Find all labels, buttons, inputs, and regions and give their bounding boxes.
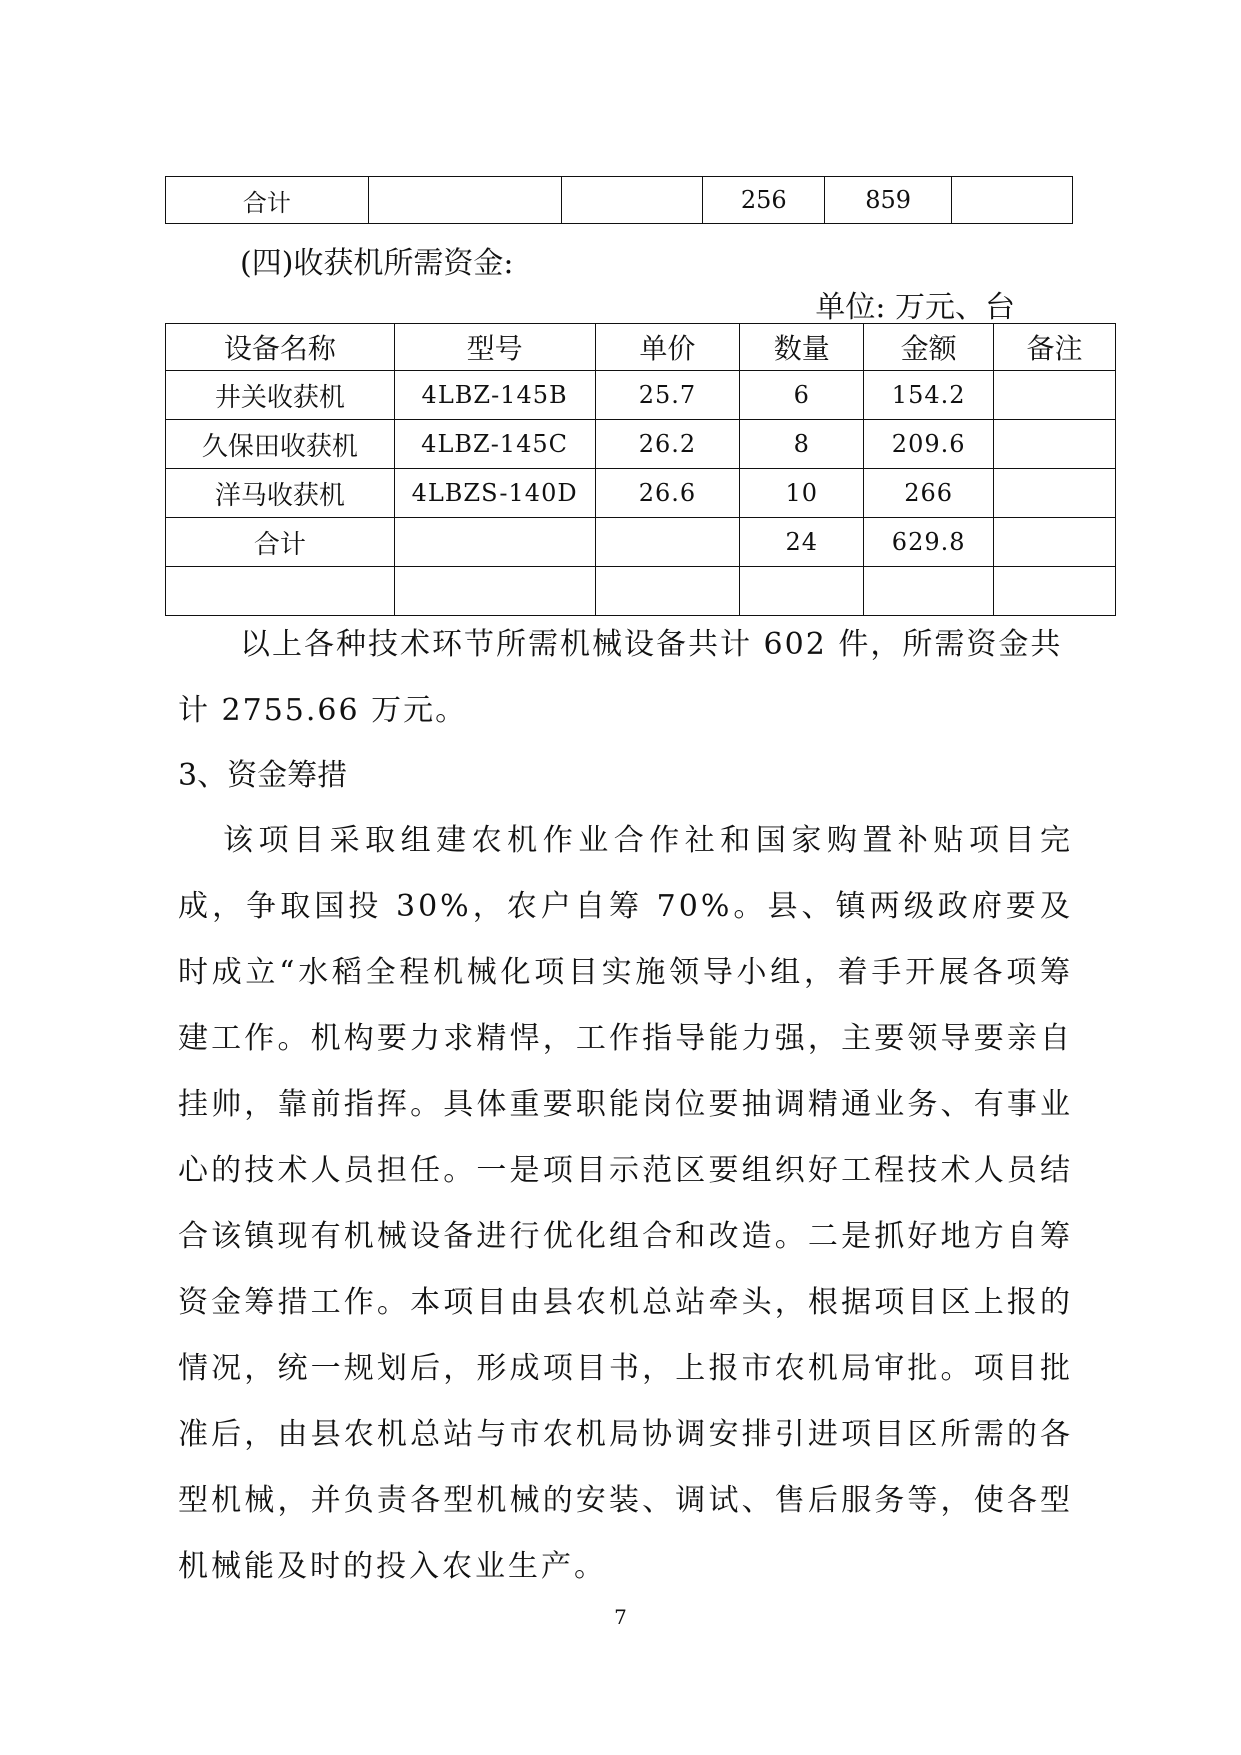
table-cell: 256 xyxy=(703,177,825,224)
table-cell xyxy=(740,567,864,616)
table-cell: 久保田收获机 xyxy=(166,420,395,469)
table-row xyxy=(166,371,1116,420)
table-row xyxy=(166,567,1116,616)
table-cell: 25.7 xyxy=(595,371,740,420)
table-cell: 859 xyxy=(825,177,952,224)
column-header: 备注 xyxy=(994,324,1116,371)
table-cell: 6 xyxy=(740,371,864,420)
table-cell: 10 xyxy=(740,469,864,518)
table-cell: 154.2 xyxy=(864,371,994,420)
table-cell: 洋马收获机 xyxy=(166,469,395,518)
table-cell xyxy=(394,518,595,567)
table-row xyxy=(166,469,1116,518)
table-row xyxy=(166,177,1073,224)
table-cell: 209.6 xyxy=(864,420,994,469)
table-cell: 266 xyxy=(864,469,994,518)
table-cell: 合计 xyxy=(166,177,369,224)
table-cell: 4LBZS-140D xyxy=(394,469,595,518)
column-header: 单价 xyxy=(595,324,740,371)
summary-paragraph: 以上各种技术环节所需机械设备共计 602 件，所需资金共计 2755.66 万元。 xyxy=(178,627,1063,728)
section-title: (四)收获机所需资金: xyxy=(240,246,514,281)
table-cell xyxy=(561,177,703,224)
table-cell xyxy=(994,371,1116,420)
table-cell xyxy=(368,177,561,224)
table-cell: 26.2 xyxy=(595,420,740,469)
harvester-funding-table xyxy=(165,323,1116,616)
table-cell xyxy=(166,567,395,616)
column-header: 数量 xyxy=(740,324,864,371)
table-cell: 8 xyxy=(740,420,864,469)
unit-label: 单位: 万元、台 xyxy=(815,290,1015,325)
table-cell xyxy=(595,518,740,567)
funding-paragraph: 该项目采取组建农机作业合作社和国家购置补贴项目完成，争取国投 30%，农户自筹 70%。县、镇两级政府要及时成立“水稻全程机械化项目实施领导小组，着手开展各项筹建工作。机构要力求精悍，工作指导能力强，主要领导要亲自挂帅，靠前指挥。具体重要职能岗位要抽调精通业务、有事业心的技术人员担任。一是项目示范区要组织好工程技术人员结合该镇现有机械设备进行优化组合和改造。二是抓好地方自筹资金筹措工作。本项目由县农机总站牵头，根据项目区上报的情况，统一规划后，形成项目书，上报市农机局审批。项目批准后，由县农机总站与市农机局协调安排引进项目区所需的各型机械，并负责各型机械的安装、调试、售后服务等，使各型机械能及时的投入农业生产。 xyxy=(178,823,1073,1584)
table-row xyxy=(166,420,1116,469)
table-cell xyxy=(994,420,1116,469)
table-cell: 24 xyxy=(740,518,864,567)
funding-heading: 3、资金筹措 xyxy=(178,758,348,793)
table-cell xyxy=(952,177,1073,224)
column-header: 型号 xyxy=(394,324,595,371)
table-cell xyxy=(994,469,1116,518)
table-cell xyxy=(394,567,595,616)
table-cell: 4LBZ-145C xyxy=(394,420,595,469)
previous-table-total xyxy=(165,176,1073,224)
table-cell xyxy=(595,567,740,616)
table-row xyxy=(166,518,1116,567)
table-cell xyxy=(994,567,1116,616)
table-cell: 629.8 xyxy=(864,518,994,567)
table-header-row xyxy=(166,324,1116,371)
table-cell: 井关收获机 xyxy=(166,371,395,420)
table-cell: 4LBZ-145B xyxy=(394,371,595,420)
table-cell: 合计 xyxy=(166,518,395,567)
table-cell: 26.6 xyxy=(595,469,740,518)
column-header: 设备名称 xyxy=(166,324,395,371)
column-header: 金额 xyxy=(864,324,994,371)
page-number: 7 xyxy=(614,1605,627,1629)
table-cell xyxy=(864,567,994,616)
table-cell xyxy=(994,518,1116,567)
